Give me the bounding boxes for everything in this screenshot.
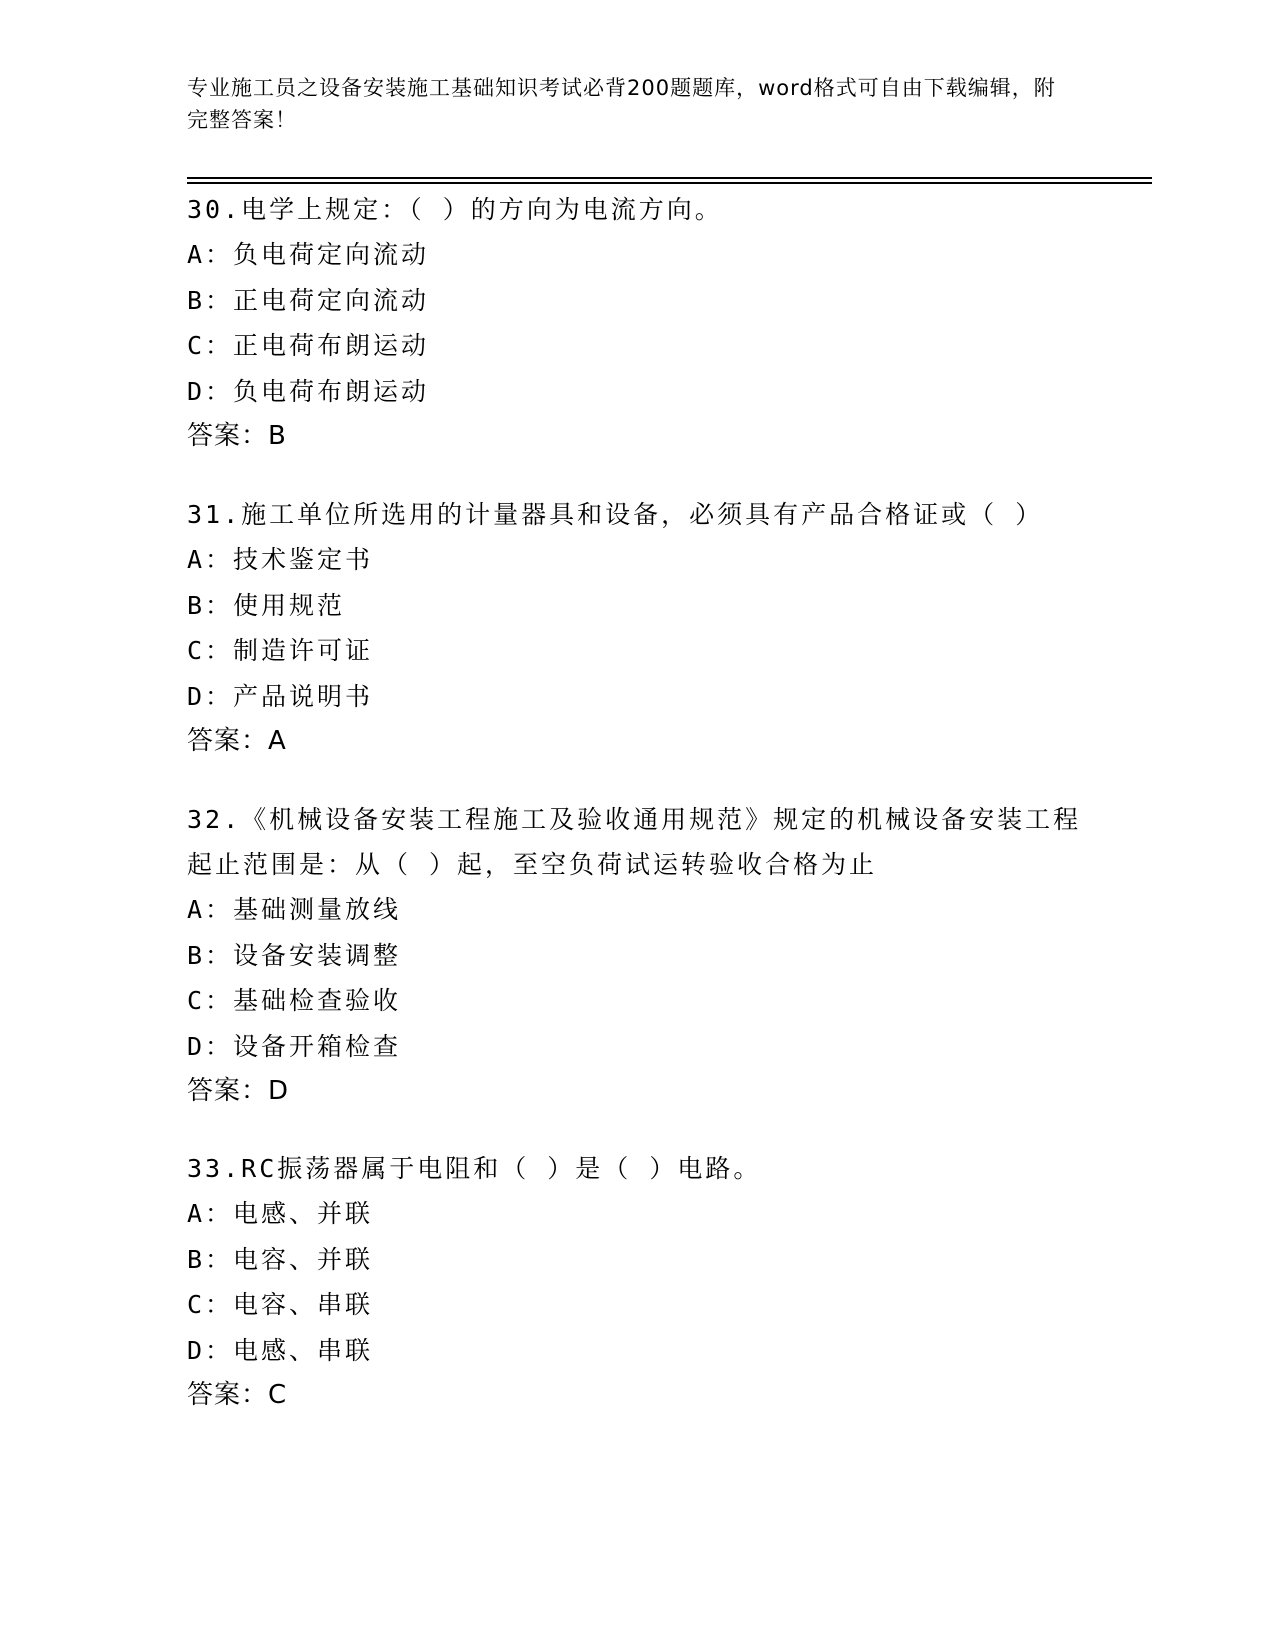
answer-label: 答案： xyxy=(187,1380,269,1410)
question-title: 30.电学上规定：（ ）的方向为电流方向。 xyxy=(187,195,723,224)
option-a: A：技术鉴定书 xyxy=(187,545,374,574)
question-title: 31.施工单位所选用的计量器具和设备，必须具有产品合格证或（ ） xyxy=(187,500,1044,529)
question-32 xyxy=(187,797,1087,1114)
option-c: C：制造许可证 xyxy=(187,636,374,665)
header-divider-top xyxy=(187,177,1152,179)
document-header: 专业施工员之设备安装施工基础知识考试必背200题题库，word格式可自由下载编辑，附完整答案！ xyxy=(187,76,1056,132)
option-b: B：正电荷定向流动 xyxy=(187,285,430,315)
answer-value: D xyxy=(268,1076,290,1106)
option-b: B：电容、并联 xyxy=(187,1244,374,1274)
answer-label: 答案： xyxy=(187,421,269,451)
option-a: A：负电荷定向流动 xyxy=(187,240,430,269)
option-a: A：基础测量放线 xyxy=(187,895,402,924)
option-d: D：设备开箱检查 xyxy=(187,1031,402,1061)
answer-label: 答案： xyxy=(187,726,269,756)
option-d: D：负电荷布朗运动 xyxy=(187,376,430,406)
answer-line xyxy=(187,1069,1087,1114)
answer-line xyxy=(187,1373,1087,1418)
question-title: 33.RC振荡器属于电阻和（ ）是（ ）电路。 xyxy=(187,1154,762,1183)
question-33 xyxy=(187,1146,1087,1418)
answer-line xyxy=(187,414,1087,459)
option-a: A：电感、并联 xyxy=(187,1199,374,1228)
option-c: C：基础检查验收 xyxy=(187,986,402,1015)
option-d: D：电感、串联 xyxy=(187,1335,374,1365)
option-d: D：产品说明书 xyxy=(187,681,374,711)
answer-line xyxy=(187,719,1087,764)
question-30 xyxy=(187,187,1087,459)
header-divider-bottom xyxy=(187,182,1152,184)
question-title: 32.《机械设备安装工程施工及验收通用规范》规定的机械设备安装工程起止范围是：从（ ）起，至空负荷试运转验收合格为止 xyxy=(187,805,1082,879)
option-b: B：使用规范 xyxy=(187,590,346,620)
answer-value: C xyxy=(268,1380,288,1410)
answer-value: B xyxy=(268,421,287,451)
option-b: B：设备安装调整 xyxy=(187,940,402,970)
option-c: C：正电荷布朗运动 xyxy=(187,331,430,360)
answer-label: 答案： xyxy=(187,1076,269,1106)
option-c: C：电容、串联 xyxy=(187,1290,374,1319)
answer-value: A xyxy=(268,726,287,756)
question-31 xyxy=(187,492,1087,764)
